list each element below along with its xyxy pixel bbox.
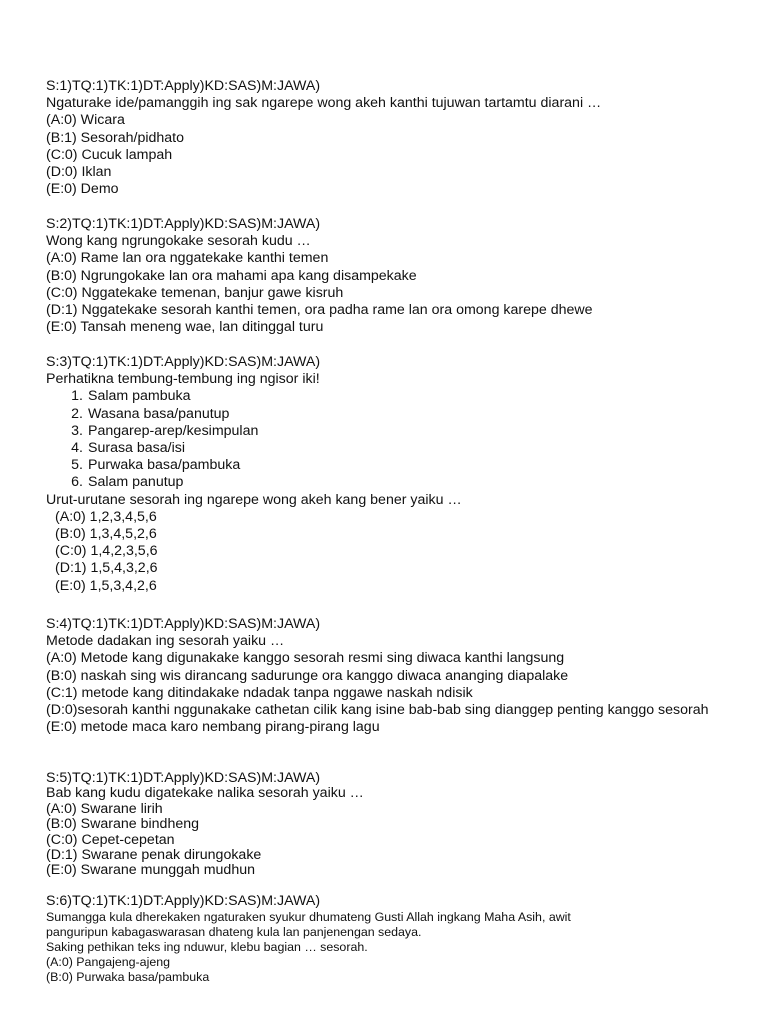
question-header: S:4)TQ:1)TK:1)DT:Apply)KD:SAS)M:JAWA) <box>46 616 321 632</box>
option-e: (E:0) metode maca karo nembang pirang-pirang lagu <box>46 719 380 736</box>
option-b: (B:0) Swarane bindheng <box>46 816 200 833</box>
option-e: (E:0) Demo <box>46 181 119 198</box>
question-3 <box>46 354 726 595</box>
question-stem: Bab kang kudu digatekake nalika sesorah yaiku … <box>46 785 364 802</box>
question-stem: Perhatikna tembung-tembung ing ngisor iki! <box>46 371 320 388</box>
list-item <box>46 423 726 440</box>
list-item <box>46 406 726 423</box>
question-header: S:5)TQ:1)TK:1)DT:Apply)KD:SAS)M:JAWA) <box>46 770 321 786</box>
option-c: (C:1) metode kang ditindakake ndadak tanpa nggawe naskah ndisik <box>46 684 473 701</box>
question-header: S:3)TQ:1)TK:1)DT:Apply)KD:SAS)M:JAWA) <box>46 354 321 370</box>
list-number: 2. <box>71 405 83 422</box>
list-number: 4. <box>71 440 83 457</box>
question-6 <box>46 893 726 985</box>
list-item <box>46 440 726 457</box>
option-a: (A:0) Wicara <box>46 112 125 129</box>
option-e: (E:0) Tansah meneng wae, lan ditinggal turu <box>46 319 324 336</box>
option-a: (A:0) Metode kang digunakake kanggo sesorah resmi sing diwaca kanthi langsung <box>46 650 565 667</box>
question-header: S:2)TQ:1)TK:1)DT:Apply)KD:SAS)M:JAWA) <box>46 216 321 232</box>
list-text: Salam pambuka <box>88 388 191 405</box>
list-text: Salam panutup <box>88 474 184 491</box>
list-item <box>46 388 726 405</box>
list-item <box>46 457 726 474</box>
question-5 <box>46 771 726 879</box>
option-b: (B:0) Ngrungokake lan ora mahami apa kang disampekake <box>46 267 417 284</box>
numbered-list <box>46 388 726 491</box>
option-a: (A:0) Swarane lirih <box>46 800 163 817</box>
list-item <box>46 474 726 491</box>
question-stem: Ngaturake ide/pamanggih ing sak ngarepe wong akeh kanthi tujuwan tartamtu diarani … <box>46 95 602 112</box>
list-text: Surasa basa/isi <box>88 440 185 457</box>
question-stem: Metode dadakan ing sesorah yaiku … <box>46 633 285 650</box>
option-a: (A:0) 1,2,3,4,5,6 <box>55 508 157 525</box>
question-4 <box>46 616 726 736</box>
option-a: (A:0) Pangajeng-ajeng <box>46 954 170 969</box>
question-stem-2: Urut-urutane sesorah ing ngarepe wong akeh kang bener yaiku … <box>46 491 462 508</box>
option-d: (D:1) Nggatekake sesorah kanthi temen, ora padha rame lan ora omong karepe dhewe <box>46 302 593 319</box>
option-b: (B:0) Purwaka basa/pambuka <box>46 969 210 984</box>
passage-line-2: panguripun kabagaswarasan dhateng kula lan panjenengan sedaya. <box>46 925 422 940</box>
option-c: (C:0) Cucuk lampah <box>46 146 173 163</box>
list-number: 5. <box>71 457 83 474</box>
list-text: Wasana basa/panutup <box>88 405 230 422</box>
question-stem: Wong kang ngrungokake sesorah kudu … <box>46 233 311 250</box>
option-c: (C:0) Cepet-cepetan <box>46 831 175 848</box>
option-d: (D:1) 1,5,4,3,2,6 <box>55 560 158 577</box>
option-c: (C:0) Nggatekake temenan, banjur gawe kisruh <box>46 284 344 301</box>
option-b: (B:0) 1,3,4,5,2,6 <box>55 526 157 543</box>
passage-line-1: Sumangga kula dherekaken ngaturaken syukur dhumateng Gusti Allah ingkang Maha Asih, awit <box>46 910 571 925</box>
option-b: (B:1) Sesorah/pidhato <box>46 129 185 146</box>
option-d: (D:0) Iklan <box>46 164 112 181</box>
option-d: (D:0)sesorah kanthi nggunakake cathetan cilik kang isine bab-bab sing dianggep penting kanggo sesorah <box>46 702 709 719</box>
option-e: (E:0) 1,5,3,4,2,6 <box>55 577 157 594</box>
question-header: S:1)TQ:1)TK:1)DT:Apply)KD:SAS)M:JAWA) <box>46 78 321 94</box>
option-b: (B:0) naskah sing wis dirancang sadurunge ora kanggo diwaca ananging diapalake <box>46 667 569 684</box>
question-1 <box>46 78 726 198</box>
list-text: Pangarep-arep/kesimpulan <box>88 422 259 439</box>
list-number: 1. <box>71 388 83 405</box>
list-number: 3. <box>71 422 83 439</box>
question-header: S:6)TQ:1)TK:1)DT:Apply)KD:SAS)M:JAWA) <box>46 893 321 909</box>
option-d: (D:1) Swarane penak dirungokake <box>46 847 262 864</box>
question-2 <box>46 216 726 336</box>
option-c: (C:0) 1,4,2,3,5,6 <box>55 543 158 560</box>
list-number: 6. <box>71 474 83 491</box>
list-text: Purwaka basa/pambuka <box>88 457 241 474</box>
question-stem: Saking pethikan teks ing nduwur, klebu bagian … sesorah. <box>46 940 368 955</box>
option-a: (A:0) Rame lan ora nggatekake kanthi temen <box>46 250 329 267</box>
option-e: (E:0) Swarane munggah mudhun <box>46 862 255 879</box>
